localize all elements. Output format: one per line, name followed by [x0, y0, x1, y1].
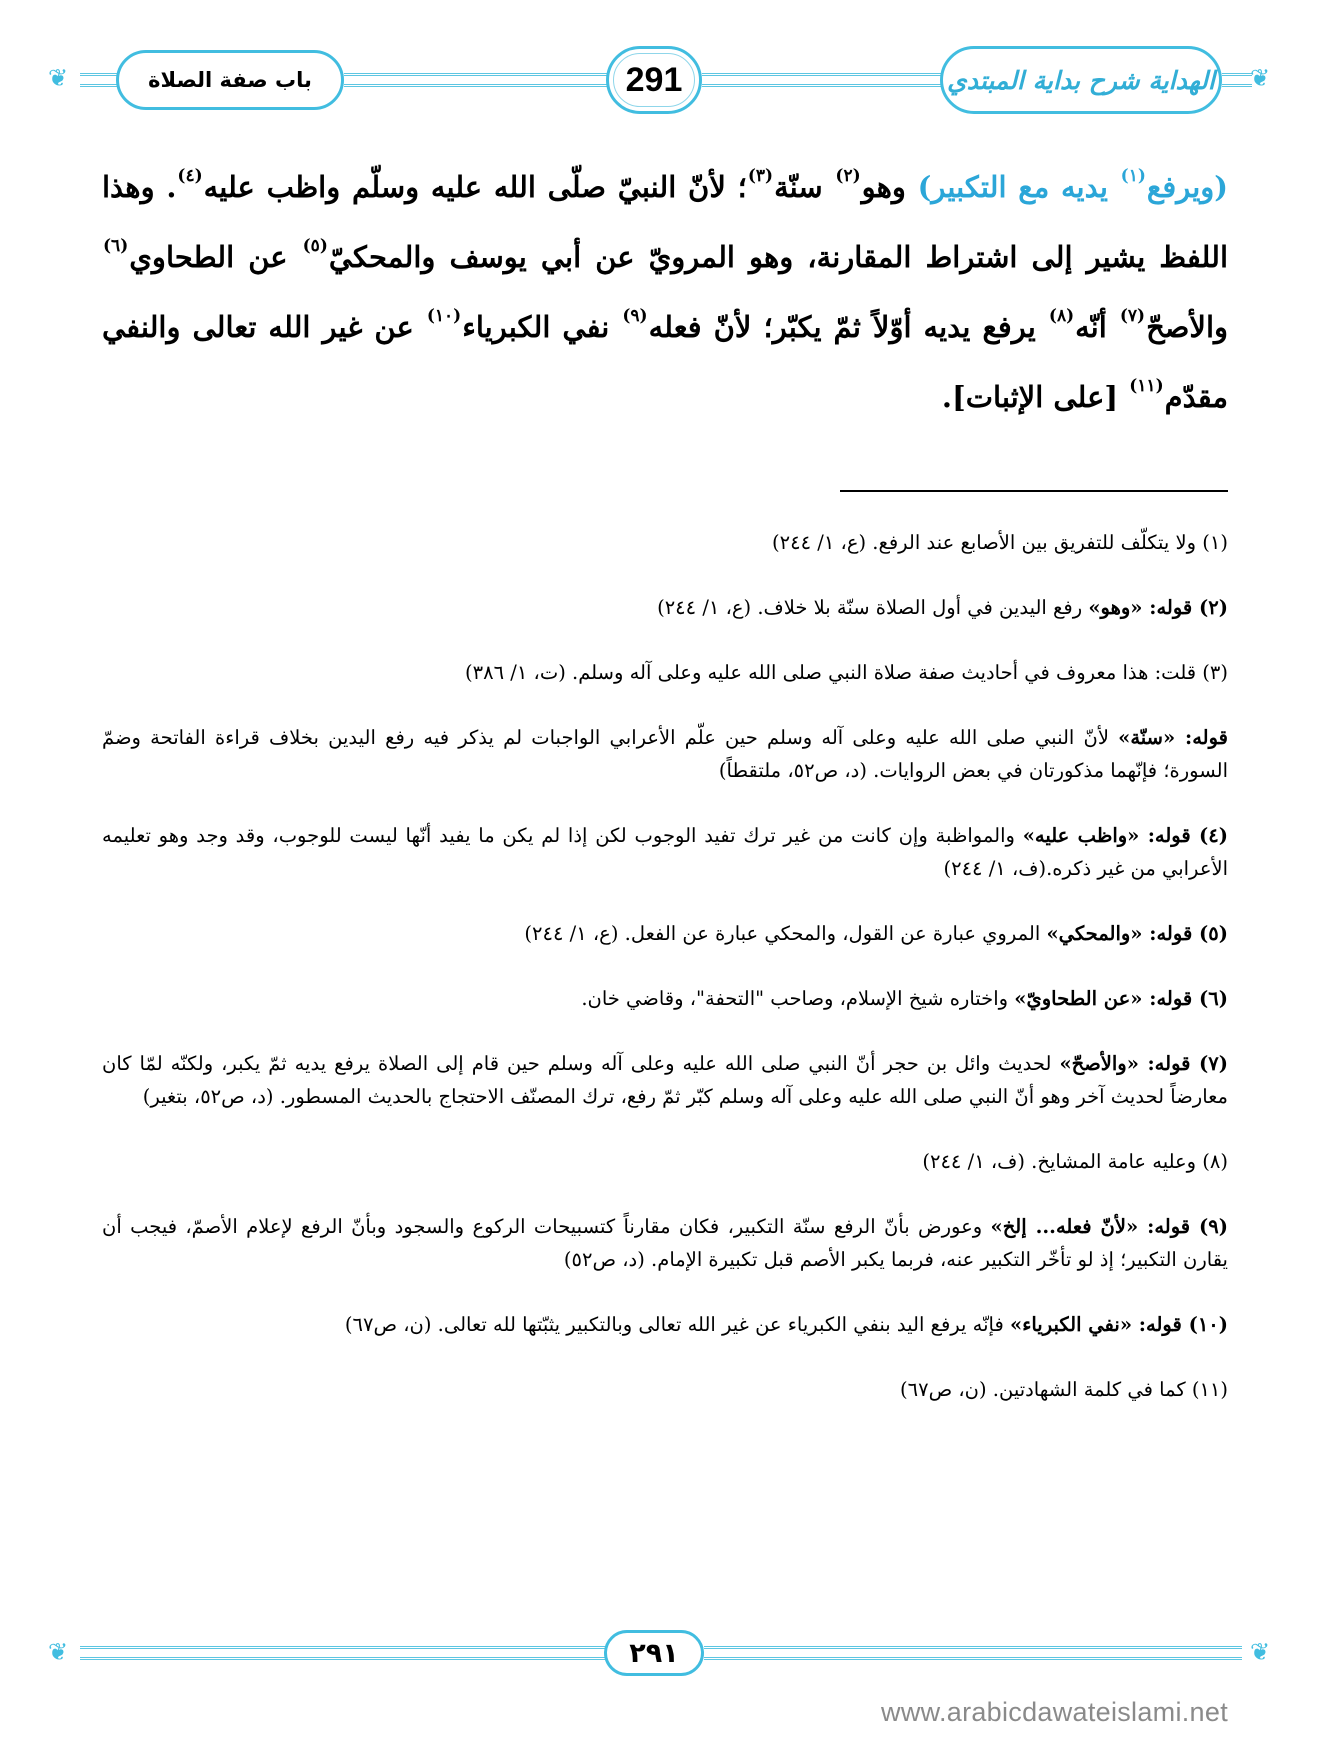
- page-number: 291: [625, 60, 683, 99]
- footnote-4: (٤) قوله: «واظب عليه» والمواظبة وإن كانت من غير ترك تفيد الوجوب لكن إذا لم يكن ما يفيد أنّها ليست للوجوب، وقد وجد وهو تعليمه الأعرابي من غير ذكره.(ف، ١/ ٢٤٤): [102, 824, 1229, 880]
- main-text: (ويرفع$^{(١)}$ يديه مع التكبير) وهو$^{(٢)}$ سنّة$^{(٣)}$؛ لأنّ النبيّ صلّى الله عليه وسلّم واظب عليه$^{(٤)}$. وهذا اللفظ يشير إلى اشتراط المقارنة، وهو المرويّ عن أبي يوسف والمحكيّ$^{(٥)}$ عن الطحاوي$^{(٦)}$ والأصحّ$^{(٧)}$ أنّه$^{(٨)}$ يرفع يديه أوّلاً ثمّ يكبّر؛ لأنّ فعله$^{(٩)}$ نفي الكبرياء$^{(١٠)}$ عن غير الله تعالى والنفي مقدّم$^{(١١)}$ [على الإثبات].: [102, 165, 1229, 414]
- footnote-11: (١١) كما في كلمة الشهادتين. (ن، ص٦٧): [900, 1378, 1228, 1401]
- chapter-title: باب صفة الصلاة: [148, 68, 312, 92]
- footnote-separator: [840, 490, 1228, 492]
- page-footer: [0, 1630, 1320, 1676]
- footer-right-ornament-icon: ❦: [1250, 1638, 1271, 1666]
- footer-page-number: ٢٩١: [629, 1637, 679, 1669]
- footnote-5: (٥) قوله: «والمحكي» المروي عبارة عن القول، والمحكي عبارة عن الفعل. (ع، ١/ ٢٤٤): [524, 922, 1228, 945]
- footnote-10: (١٠) قوله: «نفي الكبرياء» فإنّه يرفع اليد بنفي الكبرياء عن غير الله تعالى وبالتكبير يثبّتها لله تعالى. (ن، ص٦٧): [344, 1313, 1228, 1336]
- header-rule-right: [1222, 73, 1252, 87]
- footnote-8: (٨) وعليه عامة المشايخ. (ف، ١/ ٢٤٤): [922, 1150, 1228, 1173]
- footnote-2: (٢) قوله: «وهو» رفع اليدين في أول الصلاة سنّة بلا خلاف. (ع، ١/ ٢٤٤): [657, 596, 1228, 619]
- right-ornament-icon: ❦: [1250, 64, 1271, 92]
- chapter-title-frame: [116, 50, 344, 110]
- footnote-3: (٣) قلت: هذا معروف في أحاديث صفة صلاة النبي صلى الله عليه وعلى آله وسلم. (ت، ١/ ٣٨٦): [465, 661, 1228, 684]
- footnote-6: (٦) قوله: «عن الطحاويّ» واختاره شيخ الإسلام، وصاحب "التحفة"، وقاضي خان.: [581, 987, 1228, 1010]
- book-title: الهداية شرح بداية المبتدي: [947, 65, 1215, 95]
- footer-left-ornament-icon: ❦: [48, 1638, 69, 1666]
- footnote-3-continuation: قوله: «سنّة» لأنّ النبي صلى الله عليه وعلى آله وسلم حين علّم الأعرابي الواجبات لم يذكر فيه رفع اليدين بخلاف قراءة الفاتحة وضمّ السورة؛ فإنّهما مذكورتان في بعض الروايات. (د، ص٥٢، ملتقطاً): [102, 726, 1228, 782]
- website-url: www.arabicdawateislami.net: [881, 1697, 1228, 1727]
- footnote-1: (١) ولا يتكلّف للتفريق بين الأصابع عند الرفع. (ع، ١/ ٢٤٤): [772, 531, 1228, 554]
- page-number-frame: [606, 46, 702, 114]
- page-header: [0, 40, 1320, 120]
- header-rule-middle-left: [344, 73, 608, 87]
- footer-rule-right: [704, 1646, 1242, 1660]
- book-title-frame: [940, 46, 1222, 114]
- footer-page-number-frame: [604, 1630, 704, 1676]
- footer-rule-left: [80, 1646, 606, 1660]
- footnote-7: (٧) قوله: «والأصحّ» لحديث وائل بن حجر أنّ النبي صلى الله عليه وعلى آله وسلم حين قام إلى الصلاة يرفع يديه ثمّ يكبر، ولكنّه لمّا كان معارضاً لحديث آخر وهو أنّ النبي صلى الله عليه وعلى آله وسلم كبّر ثمّ رفع، ترك المصنّف الاحتجاج بالحديث المسطور. (د، ص٥٢، بتغير): [102, 1052, 1228, 1108]
- left-ornament-icon: ❦: [48, 64, 69, 92]
- header-rule-middle-right: [702, 73, 942, 87]
- footnotes: [102, 526, 1228, 1438]
- matn-text: (ويرفع$^{(١)}$ يديه مع التكبير): [917, 165, 1228, 204]
- footnote-9: (٩) قوله: «لأنّ فعله... إلخ» وعورض بأنّ الرفع سنّة التكبير، فكان مقارناً كتسبيحات الركوع والسجود وبأنّ الرفع لإعلام الأصمّ، فيجب أن يقارن التكبير؛ إذ لو تأخّر التكبير عنه، فربما يكبر الأصم قبل تكبيرة الإمام. (د، ص٥٢): [102, 1215, 1229, 1271]
